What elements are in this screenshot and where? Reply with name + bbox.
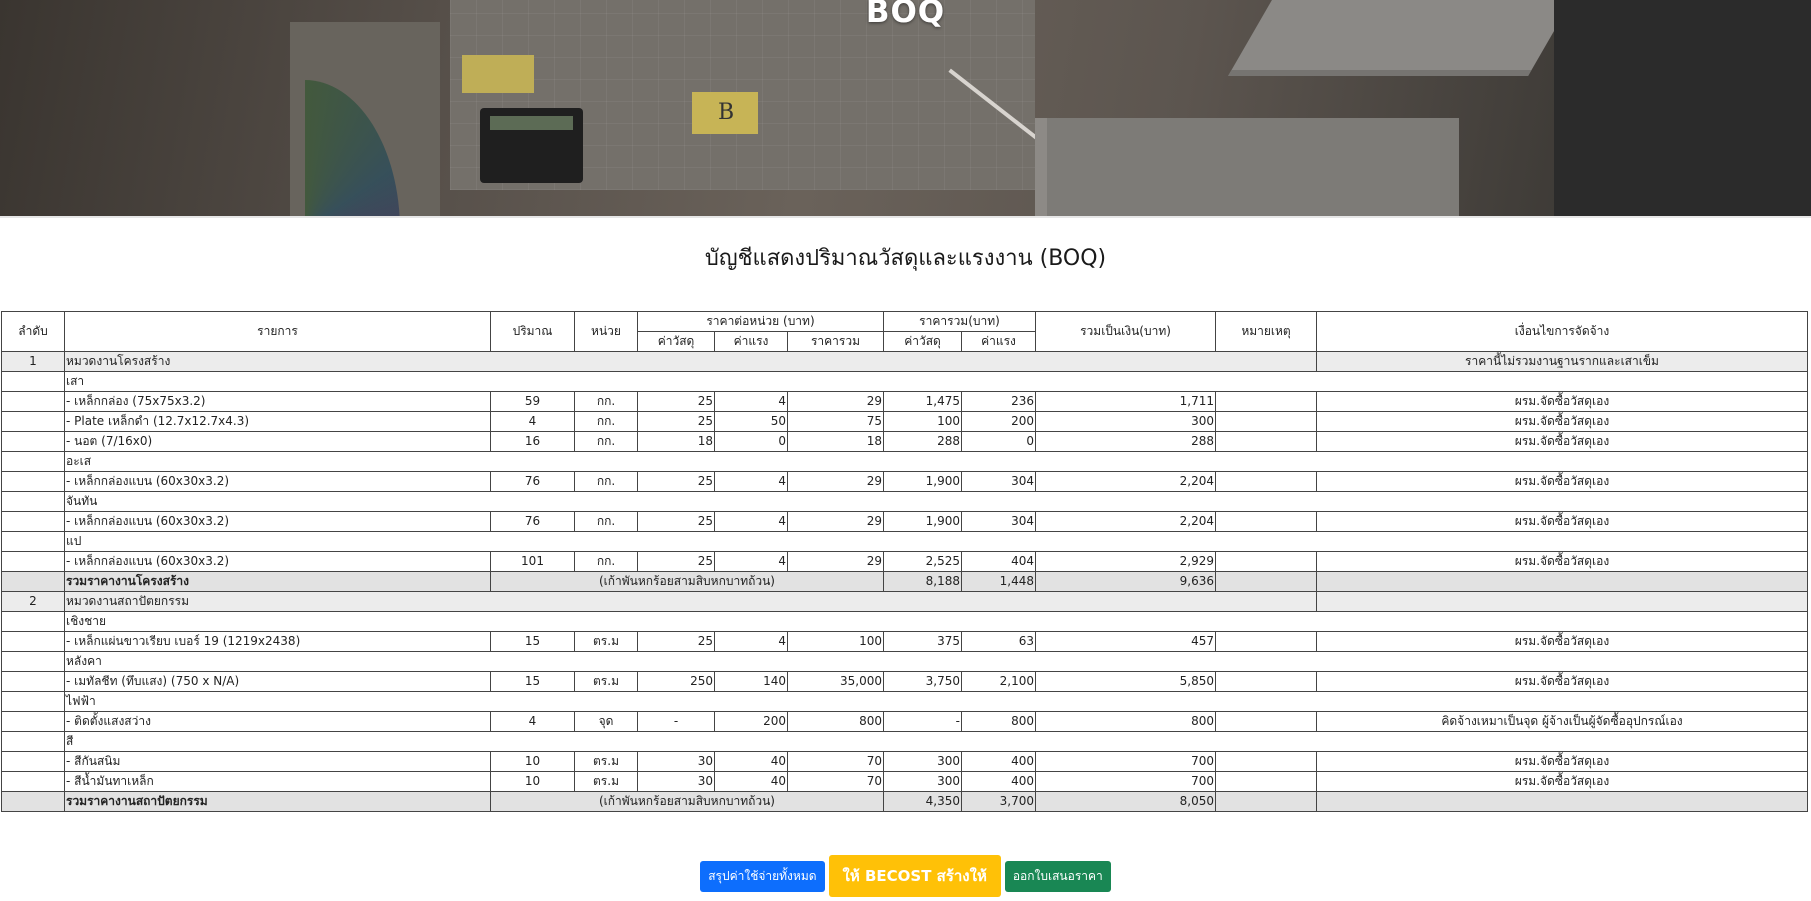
group-row (2, 652, 1808, 672)
table-row (2, 672, 1808, 692)
item-qty: 10 (491, 752, 575, 772)
row-no (2, 392, 65, 412)
subtotal-condition (1317, 792, 1808, 812)
table-row (2, 432, 1808, 452)
item-note (1216, 552, 1317, 572)
item-qty: 59 (491, 392, 575, 412)
item-material: 25 (638, 552, 715, 572)
group-label: อะเส (65, 452, 1808, 472)
item-sum-labor: 800 (962, 712, 1036, 732)
col-header-material: ค่าวัสดุ (638, 332, 715, 352)
item-note (1216, 632, 1317, 652)
item-unit: ตร.ม (575, 632, 638, 652)
item-name: - เหล็กกล่องแบน (60x30x3.2) (65, 552, 491, 572)
item-unit: กก. (575, 412, 638, 432)
subtotal-label: รวมราคางานสถาปัตยกรรม (65, 792, 491, 812)
item-condition: ผรม.จัดซื้อวัสดุเอง (1317, 672, 1808, 692)
item-grand-total: 288 (1036, 432, 1216, 452)
item-note (1216, 752, 1317, 772)
col-header-item: รายการ (65, 312, 491, 352)
item-unit: ตร.ม (575, 672, 638, 692)
hero-calculator-image (480, 108, 583, 183)
item-grand-total: 700 (1036, 772, 1216, 792)
row-no (2, 432, 65, 452)
page-title: บัญชีแสดงปริมาณวัสดุและแรงงาน (BOQ) (704, 246, 1107, 271)
item-condition: ผรม.จัดซื้อวัสดุเอง (1317, 752, 1808, 772)
item-labor: 4 (715, 392, 788, 412)
subtotal-labor: 1,448 (962, 572, 1036, 592)
item-sum-material: 300 (884, 772, 962, 792)
category-condition: ราคานี้ไม่รวมงานฐานรากและเสาเข็ม (1317, 352, 1808, 372)
action-buttons (0, 855, 1811, 897)
item-unit: กก. (575, 432, 638, 452)
subtotal-row (2, 572, 1808, 592)
row-no (2, 472, 65, 492)
item-grand-total: 2,204 (1036, 512, 1216, 532)
item-name: - เหล็กกล่องแบน (60x30x3.2) (65, 472, 491, 492)
subtotal-grand: 8,050 (1036, 792, 1216, 812)
item-name: - นอต (7/16x0) (65, 432, 491, 452)
item-condition: ผรม.จัดซื้อวัสดุเอง (1317, 632, 1808, 652)
item-sum-labor: 200 (962, 412, 1036, 432)
table-row (2, 512, 1808, 532)
item-material: 30 (638, 752, 715, 772)
col-header-qty: ปริมาณ (491, 312, 575, 352)
item-material: 25 (638, 392, 715, 412)
table-row (2, 552, 1808, 572)
hero-right-strip (1554, 0, 1811, 218)
item-sum-labor: 304 (962, 472, 1036, 492)
subtotal-grand: 9,636 (1036, 572, 1216, 592)
subtotal-in-words: (เก้าพันหกร้อยสามสิบหกบาทถ้วน) (491, 572, 884, 592)
row-no (2, 692, 65, 712)
col-header-unit: หน่วย (575, 312, 638, 352)
row-no: 1 (2, 352, 65, 372)
group-label: หลังคา (65, 652, 1808, 672)
item-unit-total: 100 (788, 632, 884, 652)
item-sum-material: 1,475 (884, 392, 962, 412)
item-qty: 16 (491, 432, 575, 452)
group-label: ไฟฟ้า (65, 692, 1808, 712)
col-header-note: หมายเหตุ (1216, 312, 1317, 352)
item-unit-total: 70 (788, 772, 884, 792)
item-sum-labor: 0 (962, 432, 1036, 452)
row-no (2, 752, 65, 772)
item-grand-total: 457 (1036, 632, 1216, 652)
item-labor: 0 (715, 432, 788, 452)
group-row (2, 692, 1808, 712)
row-no (2, 532, 65, 552)
quotation-button[interactable]: ออกใบเสนอราคา (1005, 861, 1111, 892)
category-row (2, 352, 1808, 372)
row-no (2, 492, 65, 512)
group-label: จันทัน (65, 492, 1808, 512)
subtotal-note (1216, 572, 1317, 592)
hero-title: BOQ (865, 0, 946, 30)
hero-sticky-note (462, 55, 534, 93)
table-row (2, 752, 1808, 772)
item-labor: 4 (715, 632, 788, 652)
col-header-condition: เงื่อนไขการจัดจ้าง (1317, 312, 1808, 352)
item-qty: 15 (491, 672, 575, 692)
item-unit: กก. (575, 552, 638, 572)
item-unit-total: 29 (788, 552, 884, 572)
item-grand-total: 1,711 (1036, 392, 1216, 412)
item-condition: คิดจ้างเหมาเป็นจุด ผู้จ้างเป็นผู้จัดซื้ออุปกรณ์เอง (1317, 712, 1808, 732)
item-unit: จุด (575, 712, 638, 732)
item-sum-material: 300 (884, 752, 962, 772)
item-sum-labor: 2,100 (962, 672, 1036, 692)
item-sum-labor: 236 (962, 392, 1036, 412)
item-material: 250 (638, 672, 715, 692)
item-qty: 76 (491, 512, 575, 532)
item-sum-material: 3,750 (884, 672, 962, 692)
item-material: 25 (638, 472, 715, 492)
item-note (1216, 472, 1317, 492)
table-row (2, 412, 1808, 432)
item-material: 30 (638, 772, 715, 792)
item-material: 25 (638, 412, 715, 432)
item-grand-total: 800 (1036, 712, 1216, 732)
item-labor: 50 (715, 412, 788, 432)
item-name: - สีกันสนิม (65, 752, 491, 772)
item-sum-material: 100 (884, 412, 962, 432)
row-no (2, 632, 65, 652)
table-row (2, 392, 1808, 412)
item-name: - เหล็กแผ่นขาวเรียบ เบอร์ 19 (1219x2438) (65, 632, 491, 652)
item-grand-total: 5,850 (1036, 672, 1216, 692)
item-condition: ผรม.จัดซื้อวัสดุเอง (1317, 392, 1808, 412)
item-note (1216, 772, 1317, 792)
row-no: 2 (2, 592, 65, 612)
group-label: สี (65, 732, 1808, 752)
item-name: - เมทัลชีท (ทึบแสง) (750 x N/A) (65, 672, 491, 692)
subtotal-row (2, 792, 1808, 812)
item-note (1216, 432, 1317, 452)
summary-button[interactable]: สรุปค่าใช้จ่ายทั้งหมด (700, 861, 824, 892)
col-header-grand-total: รวมเป็นเงิน(บาท) (1036, 312, 1216, 352)
subtotal-labor: 3,700 (962, 792, 1036, 812)
row-no (2, 772, 65, 792)
item-name: - สีน้ำมันทาเหล็ก (65, 772, 491, 792)
item-material: 18 (638, 432, 715, 452)
item-labor: 4 (715, 552, 788, 572)
subtotal-material: 8,188 (884, 572, 962, 592)
item-name: - เหล็กกล่อง (75x75x3.2) (65, 392, 491, 412)
item-labor: 4 (715, 472, 788, 492)
subtotal-label: รวมราคางานโครงสร้าง (65, 572, 491, 592)
group-row (2, 372, 1808, 392)
item-unit-total: 75 (788, 412, 884, 432)
item-unit-total: 29 (788, 472, 884, 492)
item-unit: ตร.ม (575, 752, 638, 772)
group-label: เชิงชาย (65, 612, 1808, 632)
item-labor: 4 (715, 512, 788, 532)
item-unit: กก. (575, 512, 638, 532)
item-unit-total: 29 (788, 392, 884, 412)
row-no (2, 732, 65, 752)
item-unit-total: 800 (788, 712, 884, 732)
col-header-unit-total: ราคารวม (788, 332, 884, 352)
row-no (2, 412, 65, 432)
item-sum-labor: 400 (962, 752, 1036, 772)
item-name: - Plate เหล็กดำ (12.7x12.7x4.3) (65, 412, 491, 432)
item-condition: ผรม.จัดซื้อวัสดุเอง (1317, 772, 1808, 792)
item-qty: 101 (491, 552, 575, 572)
item-unit-total: 70 (788, 752, 884, 772)
row-no (2, 672, 65, 692)
item-sum-material: 375 (884, 632, 962, 652)
item-labor: 40 (715, 752, 788, 772)
item-name: - ติดตั้งแสงสว่าง (65, 712, 491, 732)
category-label: หมวดงานโครงสร้าง (65, 352, 1317, 372)
col-header-unit-price: ราคาต่อหน่วย (บาท) (638, 312, 884, 332)
row-no (2, 452, 65, 472)
item-sum-material: - (884, 712, 962, 732)
item-qty: 76 (491, 472, 575, 492)
item-sum-material: 1,900 (884, 512, 962, 532)
group-row (2, 452, 1808, 472)
row-no (2, 712, 65, 732)
row-no (2, 372, 65, 392)
becost-build-button[interactable]: ให้ BECOST สร้างให้ (829, 855, 1001, 897)
item-unit-total: 18 (788, 432, 884, 452)
item-note (1216, 412, 1317, 432)
item-grand-total: 700 (1036, 752, 1216, 772)
item-name: - เหล็กกล่องแบน (60x30x3.2) (65, 512, 491, 532)
item-unit: ตร.ม (575, 772, 638, 792)
row-no (2, 792, 65, 812)
item-condition: ผรม.จัดซื้อวัสดุเอง (1317, 552, 1808, 572)
item-note (1216, 712, 1317, 732)
item-material: 25 (638, 512, 715, 532)
table-row (2, 632, 1808, 652)
group-row (2, 732, 1808, 752)
item-condition: ผรม.จัดซื้อวัสดุเอง (1317, 512, 1808, 532)
item-grand-total: 300 (1036, 412, 1216, 432)
item-unit-total: 29 (788, 512, 884, 532)
item-qty: 4 (491, 412, 575, 432)
item-sum-labor: 63 (962, 632, 1036, 652)
row-no (2, 552, 65, 572)
item-note (1216, 512, 1317, 532)
item-sum-material: 1,900 (884, 472, 962, 492)
category-condition (1317, 592, 1808, 612)
item-grand-total: 2,204 (1036, 472, 1216, 492)
group-label: เสา (65, 372, 1808, 392)
row-no (2, 512, 65, 532)
item-labor: 40 (715, 772, 788, 792)
subtotal-in-words: (เก้าพันหกร้อยสามสิบหกบาทถ้วน) (491, 792, 884, 812)
group-row (2, 532, 1808, 552)
item-qty: 15 (491, 632, 575, 652)
col-header-sum-material: ค่าวัสดุ (884, 332, 962, 352)
item-condition: ผรม.จัดซื้อวัสดุเอง (1317, 412, 1808, 432)
item-labor: 200 (715, 712, 788, 732)
table-row (2, 772, 1808, 792)
item-sum-labor: 400 (962, 772, 1036, 792)
row-no (2, 612, 65, 632)
category-row (2, 592, 1808, 612)
group-row (2, 612, 1808, 632)
hero-sticky-note-b: B (692, 92, 758, 134)
item-qty: 10 (491, 772, 575, 792)
hero-banner (0, 0, 1811, 218)
item-unit: กก. (575, 472, 638, 492)
row-no (2, 652, 65, 672)
row-no (2, 572, 65, 592)
item-grand-total: 2,929 (1036, 552, 1216, 572)
subtotal-material: 4,350 (884, 792, 962, 812)
item-sum-material: 2,525 (884, 552, 962, 572)
col-header-total-price: ราคารวม(บาท) (884, 312, 1036, 332)
boq-table (1, 311, 1808, 812)
item-condition: ผรม.จัดซื้อวัสดุเอง (1317, 472, 1808, 492)
item-labor: 140 (715, 672, 788, 692)
item-sum-material: 288 (884, 432, 962, 452)
group-label: แป (65, 532, 1808, 552)
item-note (1216, 672, 1317, 692)
item-material: 25 (638, 632, 715, 652)
item-qty: 4 (491, 712, 575, 732)
subtotal-condition (1317, 572, 1808, 592)
group-row (2, 492, 1808, 512)
table-row (2, 472, 1808, 492)
hero-notebook-image (1035, 118, 1459, 218)
subtotal-note (1216, 792, 1317, 812)
item-material: - (638, 712, 715, 732)
item-sum-labor: 404 (962, 552, 1036, 572)
category-label: หมวดงานสถาปัตยกรรม (65, 592, 1317, 612)
item-unit: กก. (575, 392, 638, 412)
item-unit-total: 35,000 (788, 672, 884, 692)
item-condition: ผรม.จัดซื้อวัสดุเอง (1317, 432, 1808, 452)
col-header-labor: ค่าแรง (715, 332, 788, 352)
col-header-no: ลำดับ (2, 312, 65, 352)
item-sum-labor: 304 (962, 512, 1036, 532)
table-row (2, 712, 1808, 732)
item-note (1216, 392, 1317, 412)
col-header-sum-labor: ค่าแรง (962, 332, 1036, 352)
